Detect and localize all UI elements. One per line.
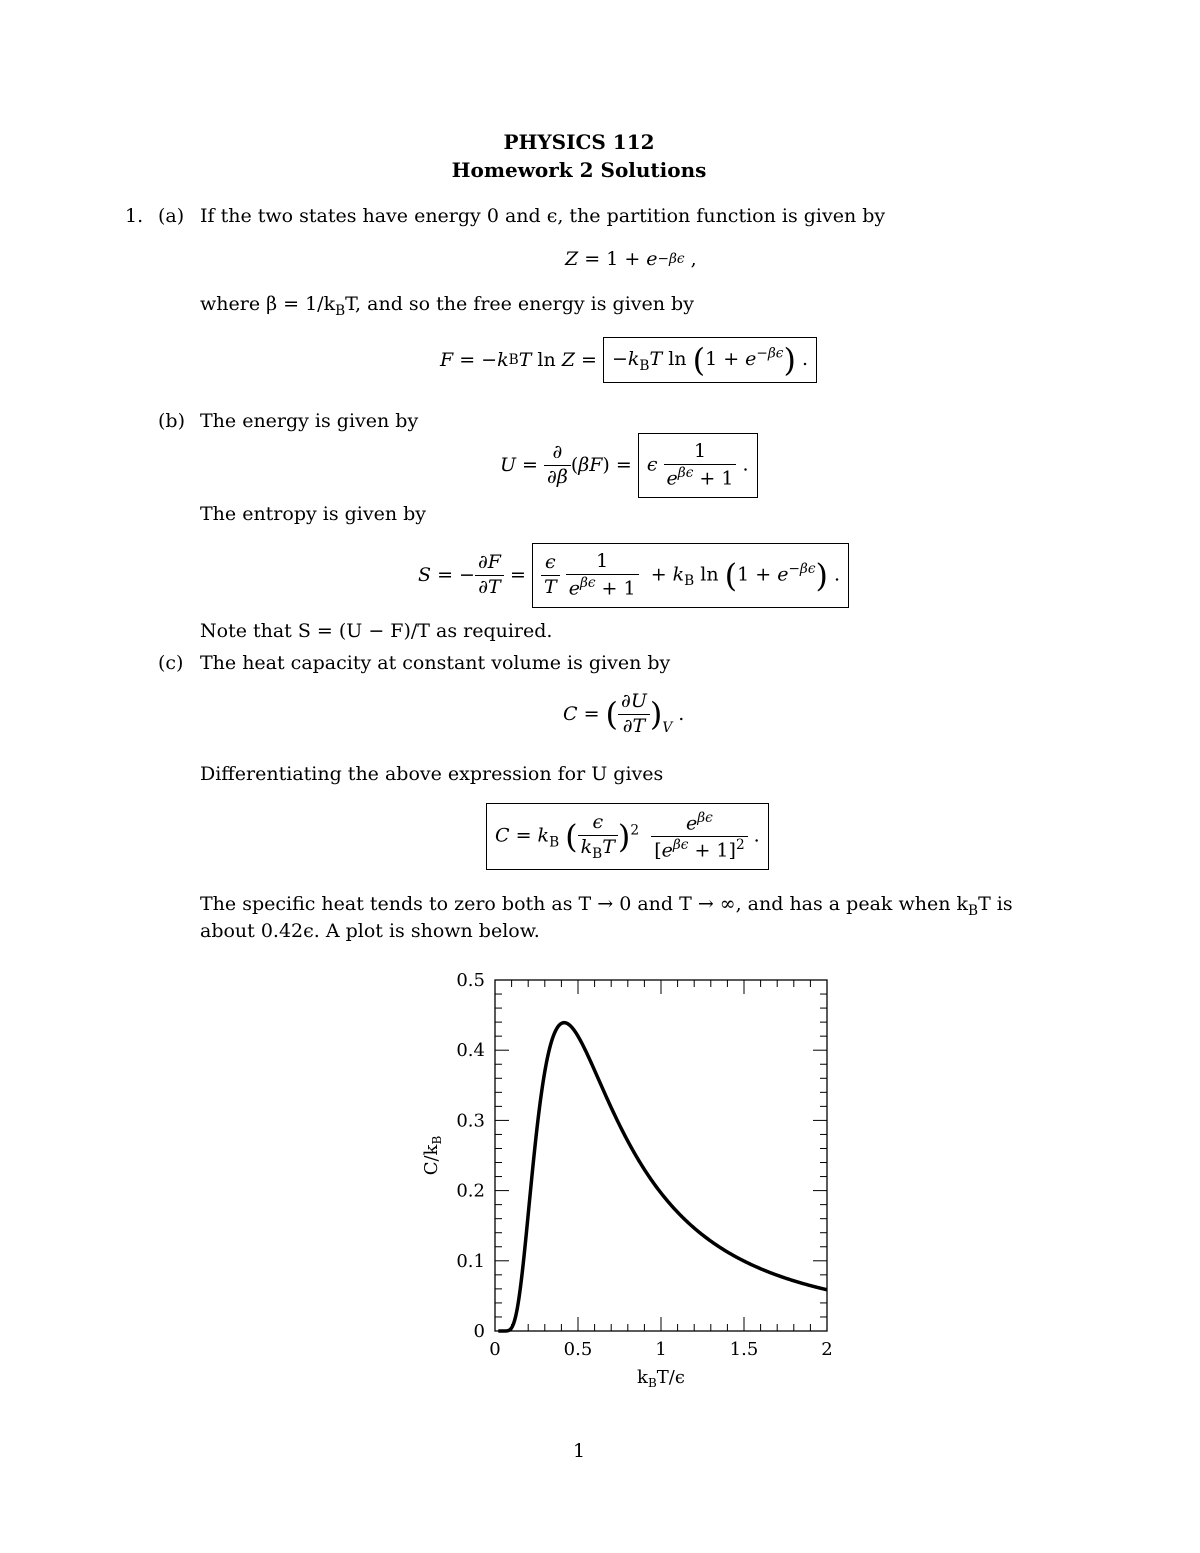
- y-axis-label: $C/k_B$: [421, 1135, 444, 1176]
- heat-capacity-plot: [400, 960, 860, 1390]
- free-energy-equation: F = − k B T ln Z = $-k_BT$ $\ln (1 + e^{-\beta\epsilon})$ .: [440, 337, 817, 383]
- part-c-text-4: about 0.42ϵ. A plot is shown below.: [200, 920, 540, 942]
- heat-capacity-equation: [486, 803, 769, 870]
- part-a-text-2: where $\beta = 1/k_BT$, and so the free energy is given by: [200, 293, 694, 319]
- partition-function-equation: Z = 1 + e −βϵ ,: [565, 248, 697, 270]
- part-b-text-1: The energy is given by: [200, 410, 419, 432]
- part-c-text-2: Differentiating the above expression for U gives: [200, 763, 664, 785]
- free-energy-answer-box: $-k_BT$ $\ln (1 + e^{-\beta\epsilon})$ .: [603, 337, 817, 383]
- x-tick-label: 1.5: [729, 1339, 759, 1360]
- y-tick-label: 0.5: [456, 970, 485, 991]
- entropy-answer-box: $\frac{\epsilon}{T}$ $\frac{1}{e^{\beta\epsilon} + 1}$ + $k_B$ $\ln (1 + e^{-\beta\epsilon})$ .: [532, 543, 849, 608]
- entropy-equation: S = − $\frac{\partial F}{\partial T}$ = $\frac{\epsilon}{T}$ $\frac{1}{e^{\beta\epsilon} + 1}$ + $k_B$ $\ln (1 + e^{-\beta\epsilon})$ .: [418, 543, 849, 608]
- heat-capacity-curve: [498, 1023, 827, 1331]
- part-c-text-1: The heat capacity at constant volume is given by: [200, 652, 671, 674]
- energy-equation: U = $\frac{\partial}{\partial\beta}$ ( βF ) = ϵ $\frac{1}{e^{\beta\epsilon} + 1}$ .: [500, 433, 758, 498]
- page-subtitle: Homework 2 Solutions: [451, 158, 707, 182]
- heat-capacity-answer-box: $C = k_B$ ( $\frac{\epsilon}{k_BT}$ )$^2$ $\frac{e^{\beta\epsilon}}{[e^{\beta\epsilon} + 1]^2}$ .: [486, 803, 769, 870]
- x-tick-label: 0.5: [563, 1339, 593, 1360]
- part-a-text-1: If the two states have energy 0 and ϵ, the partition function is given by: [200, 205, 886, 227]
- part-b-label: (b): [158, 410, 185, 432]
- y-tick-label: 0: [473, 1321, 485, 1342]
- energy-answer-box: ϵ $\frac{1}{e^{\beta\epsilon} + 1}$ .: [638, 433, 758, 498]
- course-title: PHYSICS 112: [503, 130, 655, 154]
- part-a-label: (a): [158, 205, 185, 227]
- heat-capacity-definition: C = ( $\frac{\partial U}{\partial T}$ ) $_V$ .: [563, 690, 685, 737]
- y-tick-label: 0.4: [456, 1040, 485, 1062]
- plot-frame: [495, 980, 827, 1331]
- y-tick-label: 0.1: [456, 1250, 485, 1272]
- part-c-label: (c): [158, 652, 184, 674]
- x-tick-label: 0: [489, 1339, 501, 1360]
- part-c-text-3: The specific heat tends to zero both as T → 0 and T → ∞, and has a peak when $k_BT$ is: [200, 893, 1013, 919]
- page-number: 1: [572, 1440, 586, 1462]
- part-b-text-2: The entropy is given by: [200, 503, 427, 525]
- problem-number: 1.: [125, 205, 144, 227]
- y-tick-label: 0.3: [456, 1110, 485, 1132]
- x-axis-label: $k_BT/\epsilon$: [637, 1367, 685, 1390]
- x-tick-label: 1: [655, 1339, 667, 1360]
- part-b-text-3: Note that S = (U − F)/T as required.: [200, 620, 553, 642]
- y-tick-label: 0.2: [456, 1180, 485, 1202]
- x-tick-label: 2: [821, 1339, 833, 1360]
